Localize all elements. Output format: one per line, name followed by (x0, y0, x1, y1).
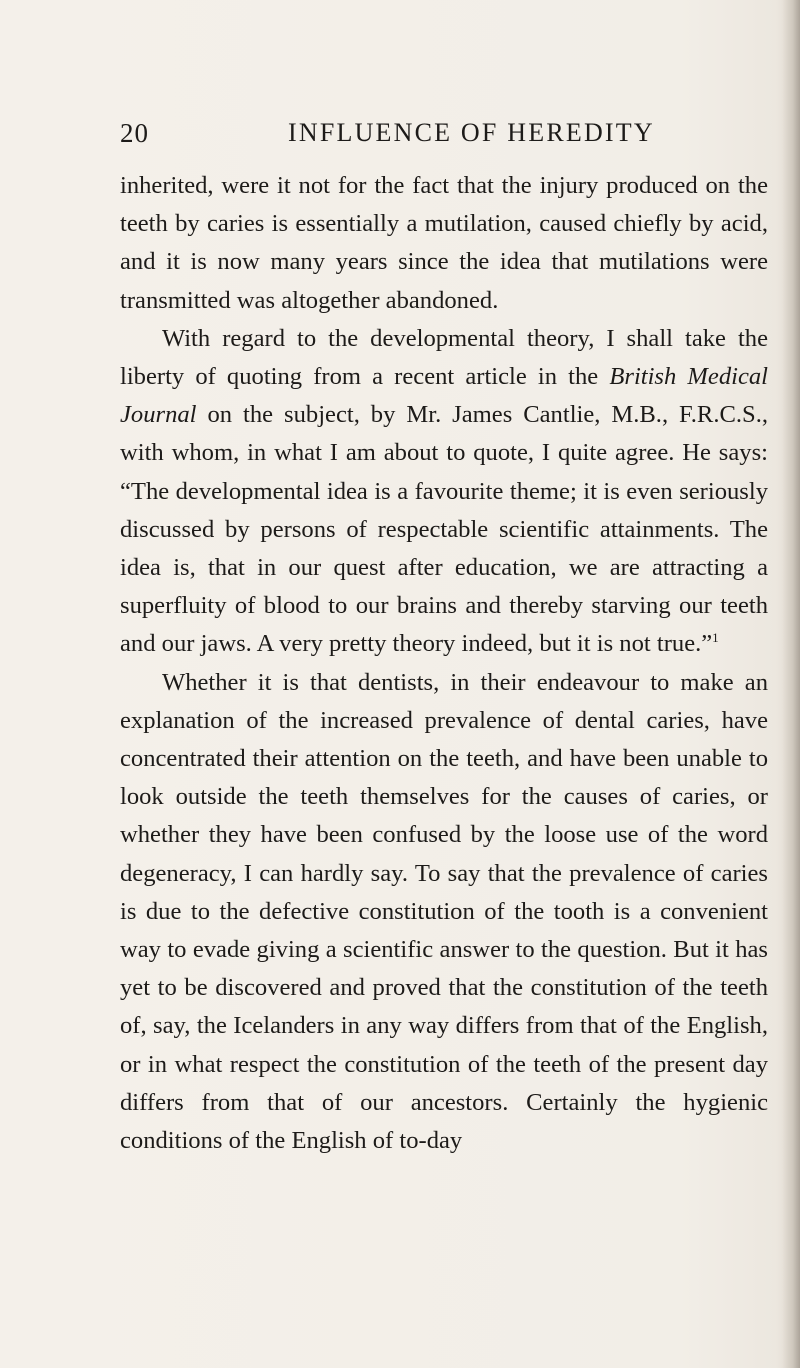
page-header (120, 118, 760, 154)
page-number: 20 (120, 118, 149, 148)
paragraph-1: inherited, were it not for the fact that the injury produced on the teeth by caries is essentially a mutilation, caused chiefly by acid, and it is now many years since the idea that mutilations were transmitted was altogether abandoned. (120, 172, 768, 314)
journal-title: British Medical Journal (120, 363, 769, 429)
paragraph-2-text-b: on the subject, by Mr. James Cantlie, M.B., F.R.C.S., with whom, in what I am about to quote, I quite agree. He says: “The developmental idea is a favourite theme; it is even seriously discussed by persons of respectable scientific attainments. The idea is, that in our quest after education, we are attracting a superfluity of blood to our brains and thereby starving our teeth and our jaws. A very pretty theory indeed, but it is not true.” (120, 401, 768, 658)
paragraph-3: Whether it is that dentists, in their endeavour to make an explanation of the increased prevalence of dental caries, have concentrated their attention on the teeth, and have been unable to look outside the teeth themselves for the causes of caries, or whether they have been confused by the loose use of the word degeneracy, I can hardly say. To say that the prevalence of caries is due to the defective constitution of the tooth is a convenient way to evade giving a scientific answer to the question. But it has yet to be discovered and proved that the constitution of the teeth of, say, the Icelanders in any way differs from that of the English, or in what respect the constitution of the teeth of the present day differs from that of our ancestors. Certainly the hygienic conditions of the English of to-day (120, 668, 768, 1155)
paragraph-2 (120, 320, 768, 664)
body-text (120, 167, 768, 1160)
footnote-marker: 1 (712, 630, 719, 646)
running-head: INFLUENCE OF HEREDITY (288, 118, 655, 147)
page-edge-shadow (782, 0, 800, 1368)
paragraph-2-text-a: With regard to the developmental theory, I shall take the liberty of quoting from a recent article in the (120, 324, 768, 391)
